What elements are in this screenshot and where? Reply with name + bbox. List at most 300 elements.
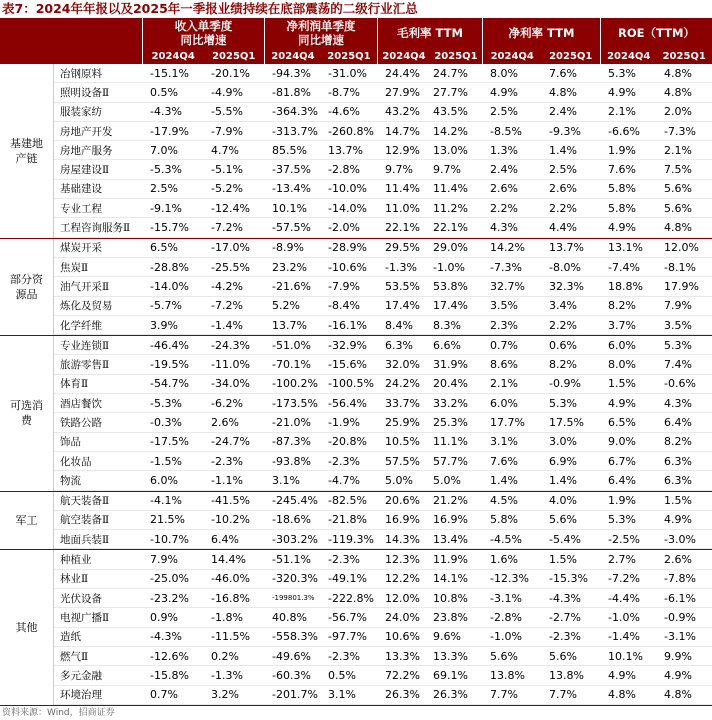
table-cell: 24.0% xyxy=(377,611,425,624)
table-cell: -8.7% xyxy=(320,86,377,99)
table-cell: 2.0% xyxy=(656,105,712,118)
table-cell: -0.9% xyxy=(541,377,600,390)
table-cell: -15.8% xyxy=(142,669,203,682)
header-period: 2025Q1 xyxy=(657,48,712,64)
table-cell: 13.1% xyxy=(600,241,656,254)
header-group-label: 毛利率 TTM xyxy=(378,18,482,48)
table-cell: -21.6% xyxy=(264,280,320,293)
table-cell: 8.6% xyxy=(482,358,541,371)
table-cell: 6.3% xyxy=(656,474,712,487)
table-cell: 2.6% xyxy=(541,182,600,195)
industry-name: 旅游零售Ⅱ xyxy=(54,357,142,372)
table-cell: 4.9% xyxy=(482,86,541,99)
sector-group xyxy=(0,239,712,336)
table-cell: 8.4% xyxy=(377,319,425,332)
table-cell: -4.5% xyxy=(482,533,541,546)
table-cell: 26.3% xyxy=(377,688,425,701)
table-cell: 16.9% xyxy=(377,513,425,526)
table-cell: -87.3% xyxy=(264,435,320,448)
table-cell: -6.1% xyxy=(656,592,712,605)
table-cell: 14.2% xyxy=(425,125,482,138)
table-cell: 3.5% xyxy=(482,299,541,312)
table-cell: 32.7% xyxy=(482,280,541,293)
table-cell: 5.8% xyxy=(600,202,656,215)
table-cell: 4.9% xyxy=(600,86,656,99)
table-cell: -1.9% xyxy=(320,416,377,429)
table-cell: 23.8% xyxy=(425,611,482,624)
table-cell: 9.7% xyxy=(377,163,425,176)
table-title: 表7：2024年年报以及2025年一季报业绩持续在底部震荡的二级行业汇总 xyxy=(0,0,712,18)
table-cell: 0.6% xyxy=(541,339,600,352)
industry-name: 基础建设 xyxy=(54,181,142,196)
industry-name: 航天装备Ⅱ xyxy=(54,493,142,508)
table-cell: -10.6% xyxy=(320,261,377,274)
table-cell: 6.5% xyxy=(600,416,656,429)
table-cell: 7.6% xyxy=(482,455,541,468)
table-cell: -2.8% xyxy=(482,611,541,624)
table-cell: 11.4% xyxy=(425,182,482,195)
table-cell: 8.0% xyxy=(482,67,541,80)
table-cell: 72.2% xyxy=(377,669,425,682)
table-cell: 6.3% xyxy=(377,339,425,352)
sector-group xyxy=(0,64,712,239)
table-cell: -8.1% xyxy=(656,261,712,274)
table-row xyxy=(54,492,712,511)
table-cell: 11.9% xyxy=(425,553,482,566)
sector-label: 其他 xyxy=(0,550,54,704)
table-cell: -5.4% xyxy=(541,533,600,546)
table-cell: 1.4% xyxy=(541,474,600,487)
table-cell: -41.5% xyxy=(203,494,264,507)
table-cell: 32.0% xyxy=(377,358,425,371)
table-cell: -15.1% xyxy=(142,67,203,80)
table-cell: -34.0% xyxy=(203,377,264,390)
table-cell: 14.7% xyxy=(377,125,425,138)
table-cell: -4.3% xyxy=(541,592,600,605)
table-cell: -94.3% xyxy=(264,67,320,80)
table-cell: -10.0% xyxy=(320,182,377,195)
header-group-label: 净利润单季度 同比增速 xyxy=(265,18,377,48)
table-row xyxy=(54,530,712,549)
table-cell: 2.4% xyxy=(482,163,541,176)
table-cell: 4.7% xyxy=(203,144,264,157)
table-cell: -2.0% xyxy=(320,221,377,234)
table-cell: 9.6% xyxy=(425,630,482,643)
table-cell: 8.2% xyxy=(600,299,656,312)
table-cell: -1.1% xyxy=(203,474,264,487)
table-cell: -4.4% xyxy=(600,592,656,605)
table-cell: 57.5% xyxy=(377,455,425,468)
table-cell: 10.5% xyxy=(377,435,425,448)
table-row xyxy=(54,355,712,374)
table-cell: 8.2% xyxy=(656,435,712,448)
sector-group xyxy=(0,336,712,491)
table-cell: 8.0% xyxy=(600,358,656,371)
table-row xyxy=(54,452,712,471)
table-cell: 6.6% xyxy=(425,339,482,352)
header-group-revenue xyxy=(142,18,264,64)
table-cell: -1.4% xyxy=(600,630,656,643)
table-cell: -4.7% xyxy=(320,474,377,487)
table-cell: -60.3% xyxy=(264,669,320,682)
table-row xyxy=(54,511,712,530)
industry-name: 饰品 xyxy=(54,434,142,449)
table-cell: -1.3% xyxy=(377,261,425,274)
table-cell: 10.8% xyxy=(425,592,482,605)
table-cell: 29.5% xyxy=(377,241,425,254)
table-cell: -5.1% xyxy=(203,163,264,176)
table-cell: -8.4% xyxy=(320,299,377,312)
table-cell: -31.0% xyxy=(320,67,377,80)
table-cell: 14.3% xyxy=(377,533,425,546)
table-cell: 7.0% xyxy=(142,144,203,157)
table-cell: -260.8% xyxy=(320,125,377,138)
table-cell: 33.7% xyxy=(377,397,425,410)
table-cell: 6.0% xyxy=(482,397,541,410)
table-cell: 2.2% xyxy=(541,202,600,215)
industry-name: 服装家纺 xyxy=(54,104,142,119)
industry-name: 燃气Ⅱ xyxy=(54,649,142,664)
table-cell: -1.5% xyxy=(142,455,203,468)
sector-group xyxy=(0,550,712,705)
table-cell: 4.0% xyxy=(541,494,600,507)
table-header xyxy=(0,18,712,64)
table-cell: 1.6% xyxy=(482,553,541,566)
table-cell: 13.8% xyxy=(541,669,600,682)
table-cell: 2.5% xyxy=(541,163,600,176)
table-cell: -7.2% xyxy=(203,299,264,312)
table-row xyxy=(54,297,712,316)
table-cell: 2.4% xyxy=(541,105,600,118)
table-cell: 13.4% xyxy=(425,533,482,546)
table-cell: -1.0% xyxy=(482,630,541,643)
table-cell: 4.4% xyxy=(541,221,600,234)
table-cell: -28.8% xyxy=(142,261,203,274)
table-cell: 5.6% xyxy=(541,513,600,526)
table-cell: 3.5% xyxy=(656,319,712,332)
table-cell: 13.3% xyxy=(425,650,482,663)
table-cell: -14.0% xyxy=(320,202,377,215)
industry-name: 物流 xyxy=(54,473,142,488)
table-row xyxy=(54,666,712,685)
table-cell: -245.4% xyxy=(264,494,320,507)
table-cell: 14.2% xyxy=(482,241,541,254)
header-group-label: 收入单季度 同比增速 xyxy=(143,18,264,48)
header-period: 2025Q1 xyxy=(204,48,265,64)
table-cell: 12.3% xyxy=(377,553,425,566)
table-cell: 5.3% xyxy=(600,513,656,526)
table-cell: 7.7% xyxy=(541,688,600,701)
table-cell: 18.8% xyxy=(600,280,656,293)
table-cell: 20.6% xyxy=(377,494,425,507)
table-cell: -7.2% xyxy=(600,572,656,585)
table-row xyxy=(54,433,712,452)
table-cell: -11.5% xyxy=(203,630,264,643)
table-cell: -12.3% xyxy=(482,572,541,585)
table-cell: -2.7% xyxy=(541,611,600,624)
industry-name: 油气开采Ⅱ xyxy=(54,279,142,294)
table-cell: -16.1% xyxy=(320,319,377,332)
table-cell: 57.7% xyxy=(425,455,482,468)
table-cell: -57.5% xyxy=(264,221,320,234)
industry-name: 房屋建设Ⅱ xyxy=(54,162,142,177)
table-row xyxy=(54,394,712,413)
table-cell: -51.0% xyxy=(264,339,320,352)
table-cell: 0.7% xyxy=(142,688,203,701)
table-cell: 2.6% xyxy=(656,553,712,566)
table-cell: -15.6% xyxy=(320,358,377,371)
table-cell: 7.4% xyxy=(656,358,712,371)
table-cell: 2.6% xyxy=(482,182,541,195)
table-cell: -4.3% xyxy=(142,630,203,643)
table-cell: -8.0% xyxy=(541,261,600,274)
table-row xyxy=(54,608,712,627)
table-cell: 1.9% xyxy=(600,494,656,507)
table-cell: -17.9% xyxy=(142,125,203,138)
table-cell: 4.3% xyxy=(482,221,541,234)
table-cell: 43.5% xyxy=(425,105,482,118)
table-cell: 2.2% xyxy=(541,319,600,332)
table-row xyxy=(54,83,712,102)
table-cell: -10.2% xyxy=(203,513,264,526)
table-cell: -97.7% xyxy=(320,630,377,643)
industry-name: 造纸 xyxy=(54,629,142,644)
table-cell: 3.9% xyxy=(142,319,203,332)
table-cell: 1.9% xyxy=(600,144,656,157)
table-cell: 5.6% xyxy=(482,650,541,663)
table-cell: -2.3% xyxy=(320,553,377,566)
table-cell: 9.9% xyxy=(656,650,712,663)
table-cell: 5.2% xyxy=(264,299,320,312)
industry-name: 煤炭开采 xyxy=(54,240,142,255)
table-cell: -558.3% xyxy=(264,630,320,643)
table-cell: -100.2% xyxy=(264,377,320,390)
table-cell: 4.9% xyxy=(600,397,656,410)
industry-name: 房地产服务 xyxy=(54,143,142,158)
table-cell: -4.3% xyxy=(142,105,203,118)
table-cell: 10.1% xyxy=(264,202,320,215)
industry-name: 地面兵装Ⅱ xyxy=(54,532,142,547)
table-cell: 13.7% xyxy=(264,319,320,332)
table-cell: -25.5% xyxy=(203,261,264,274)
table-cell: 1.4% xyxy=(541,144,600,157)
table-cell: -0.6% xyxy=(656,377,712,390)
table-cell: 6.4% xyxy=(203,533,264,546)
table-cell: -12.4% xyxy=(203,202,264,215)
header-period: 2024Q4 xyxy=(378,48,430,64)
table-cell: 5.3% xyxy=(541,397,600,410)
industry-name: 电视广播Ⅱ xyxy=(54,610,142,625)
table-cell: 3.7% xyxy=(600,319,656,332)
table-cell: -3.1% xyxy=(482,592,541,605)
table-cell: -15.3% xyxy=(541,572,600,585)
industry-name: 航空装备Ⅱ xyxy=(54,512,142,527)
table-cell: -7.3% xyxy=(656,125,712,138)
table-cell: -37.5% xyxy=(264,163,320,176)
table-cell: -2.8% xyxy=(320,163,377,176)
header-group-label: 净利率 TTM xyxy=(483,18,600,48)
industry-name: 照明设备Ⅱ xyxy=(54,85,142,100)
industry-name: 房地产开发 xyxy=(54,124,142,139)
table-cell: 17.7% xyxy=(482,416,541,429)
table-row xyxy=(54,471,712,490)
table-cell: -49.1% xyxy=(320,572,377,585)
table-cell: -7.8% xyxy=(656,572,712,585)
table-cell: -18.6% xyxy=(264,513,320,526)
table-cell: -119.3% xyxy=(320,533,377,546)
table-cell: -17.5% xyxy=(142,435,203,448)
sector-label: 基建地 产链 xyxy=(0,64,54,238)
table-cell: 17.4% xyxy=(425,299,482,312)
table-row xyxy=(54,160,712,179)
table-cell: 1.5% xyxy=(541,553,600,566)
table-row xyxy=(54,647,712,666)
table-cell: 26.3% xyxy=(425,688,482,701)
industry-name: 冶钢原料 xyxy=(54,66,142,81)
table-row xyxy=(54,239,712,258)
table-cell: 0.5% xyxy=(320,669,377,682)
table-cell: 0.5% xyxy=(142,86,203,99)
table-cell: -21.8% xyxy=(320,513,377,526)
table-row xyxy=(54,141,712,160)
table-cell: 1.4% xyxy=(482,474,541,487)
table-cell: 23.2% xyxy=(264,261,320,274)
header-group-net-profit xyxy=(264,18,377,64)
table-cell: -320.3% xyxy=(264,572,320,585)
table-cell: -56.4% xyxy=(320,397,377,410)
table-cell: 4.5% xyxy=(482,494,541,507)
table-cell: 27.7% xyxy=(425,86,482,99)
table-cell: 31.9% xyxy=(425,358,482,371)
table-row xyxy=(54,686,712,705)
table-cell: 4.8% xyxy=(600,688,656,701)
table-cell: 24.7% xyxy=(425,67,482,80)
header-period: 2025Q1 xyxy=(321,48,377,64)
table-cell: -17.0% xyxy=(203,241,264,254)
table-cell: -1.3% xyxy=(203,669,264,682)
industry-name: 环境治理 xyxy=(54,687,142,702)
table-cell: 9.0% xyxy=(600,435,656,448)
table-cell: -364.3% xyxy=(264,105,320,118)
table-cell: 7.5% xyxy=(656,163,712,176)
table-cell: 53.5% xyxy=(377,280,425,293)
table-cell: 5.3% xyxy=(600,67,656,80)
table-cell: 13.7% xyxy=(320,144,377,157)
table-row xyxy=(54,589,712,608)
table-cell: 5.8% xyxy=(600,182,656,195)
table-cell: -21.0% xyxy=(264,416,320,429)
table-row xyxy=(54,570,712,589)
table-cell: 7.9% xyxy=(142,553,203,566)
table-cell: 4.9% xyxy=(656,513,712,526)
table-cell: -2.3% xyxy=(320,650,377,663)
table-cell: 14.4% xyxy=(203,553,264,566)
table-cell: 2.1% xyxy=(482,377,541,390)
table-cell: 6.4% xyxy=(600,474,656,487)
sector-label: 部分资 源品 xyxy=(0,239,54,335)
table-cell: 4.3% xyxy=(656,397,712,410)
table-cell: -82.5% xyxy=(320,494,377,507)
table-cell: 2.5% xyxy=(142,182,203,195)
table-cell: -7.4% xyxy=(600,261,656,274)
table-cell: 2.7% xyxy=(600,553,656,566)
industry-name: 专业工程 xyxy=(54,201,142,216)
table-cell: -32.9% xyxy=(320,339,377,352)
table-cell: 17.9% xyxy=(656,280,712,293)
table-cell: 32.3% xyxy=(541,280,600,293)
table-cell: -2.5% xyxy=(600,533,656,546)
table-cell: 2.1% xyxy=(656,144,712,157)
table-cell: 6.0% xyxy=(142,474,203,487)
table-cell: -2.3% xyxy=(203,455,264,468)
table-cell: 0.9% xyxy=(142,611,203,624)
header-group-label: ROE（TTM） xyxy=(601,18,712,48)
table-cell: 14.1% xyxy=(425,572,482,585)
header-group-roe xyxy=(600,18,712,64)
table-cell: 24.4% xyxy=(377,67,425,80)
table-cell: 11.4% xyxy=(377,182,425,195)
table-cell: -70.1% xyxy=(264,358,320,371)
table-cell: -5.7% xyxy=(142,299,203,312)
table-cell: -15.7% xyxy=(142,221,203,234)
table-cell: 2.2% xyxy=(482,202,541,215)
table-cell: 4.8% xyxy=(656,86,712,99)
table-row xyxy=(54,180,712,199)
table-row xyxy=(54,64,712,83)
table-cell: 10.1% xyxy=(600,650,656,663)
header-period: 2024Q4 xyxy=(265,48,321,64)
table-cell: -6.6% xyxy=(600,125,656,138)
table-row xyxy=(54,122,712,141)
table-cell: 4.9% xyxy=(600,221,656,234)
table-cell: 13.8% xyxy=(482,669,541,682)
table-cell: -7.2% xyxy=(203,221,264,234)
table-cell: -16.8% xyxy=(203,592,264,605)
table-row xyxy=(54,628,712,647)
table-cell: -5.5% xyxy=(203,105,264,118)
table-cell: -4.9% xyxy=(203,86,264,99)
table-cell: 12.0% xyxy=(377,592,425,605)
table-cell: -199801.3% xyxy=(264,594,320,602)
table-cell: 24.2% xyxy=(377,377,425,390)
table-row xyxy=(54,413,712,432)
table-cell: 4.8% xyxy=(656,67,712,80)
table-cell: 1.5% xyxy=(600,377,656,390)
table-cell: -4.6% xyxy=(320,105,377,118)
table-cell: 8.3% xyxy=(425,319,482,332)
table-cell: 4.9% xyxy=(656,669,712,682)
table-cell: -14.0% xyxy=(142,280,203,293)
table-cell: 27.9% xyxy=(377,86,425,99)
table-cell: 4.8% xyxy=(541,86,600,99)
table-cell: 5.0% xyxy=(425,474,482,487)
industry-name: 种植业 xyxy=(54,552,142,567)
table-cell: 25.3% xyxy=(425,416,482,429)
table-cell: -46.4% xyxy=(142,339,203,352)
table-cell: 7.6% xyxy=(541,67,600,80)
table-cell: -4.1% xyxy=(142,494,203,507)
table-cell: -6.2% xyxy=(203,397,264,410)
table-row xyxy=(54,103,712,122)
table-cell: -222.8% xyxy=(320,592,377,605)
table-cell: -19.5% xyxy=(142,358,203,371)
table-cell: 3.1% xyxy=(264,474,320,487)
industry-name: 专业连锁Ⅱ xyxy=(54,338,142,353)
table-cell: -1.0% xyxy=(600,611,656,624)
table-cell: 40.8% xyxy=(264,611,320,624)
table-cell: -8.5% xyxy=(482,125,541,138)
table-cell: 5.6% xyxy=(656,182,712,195)
